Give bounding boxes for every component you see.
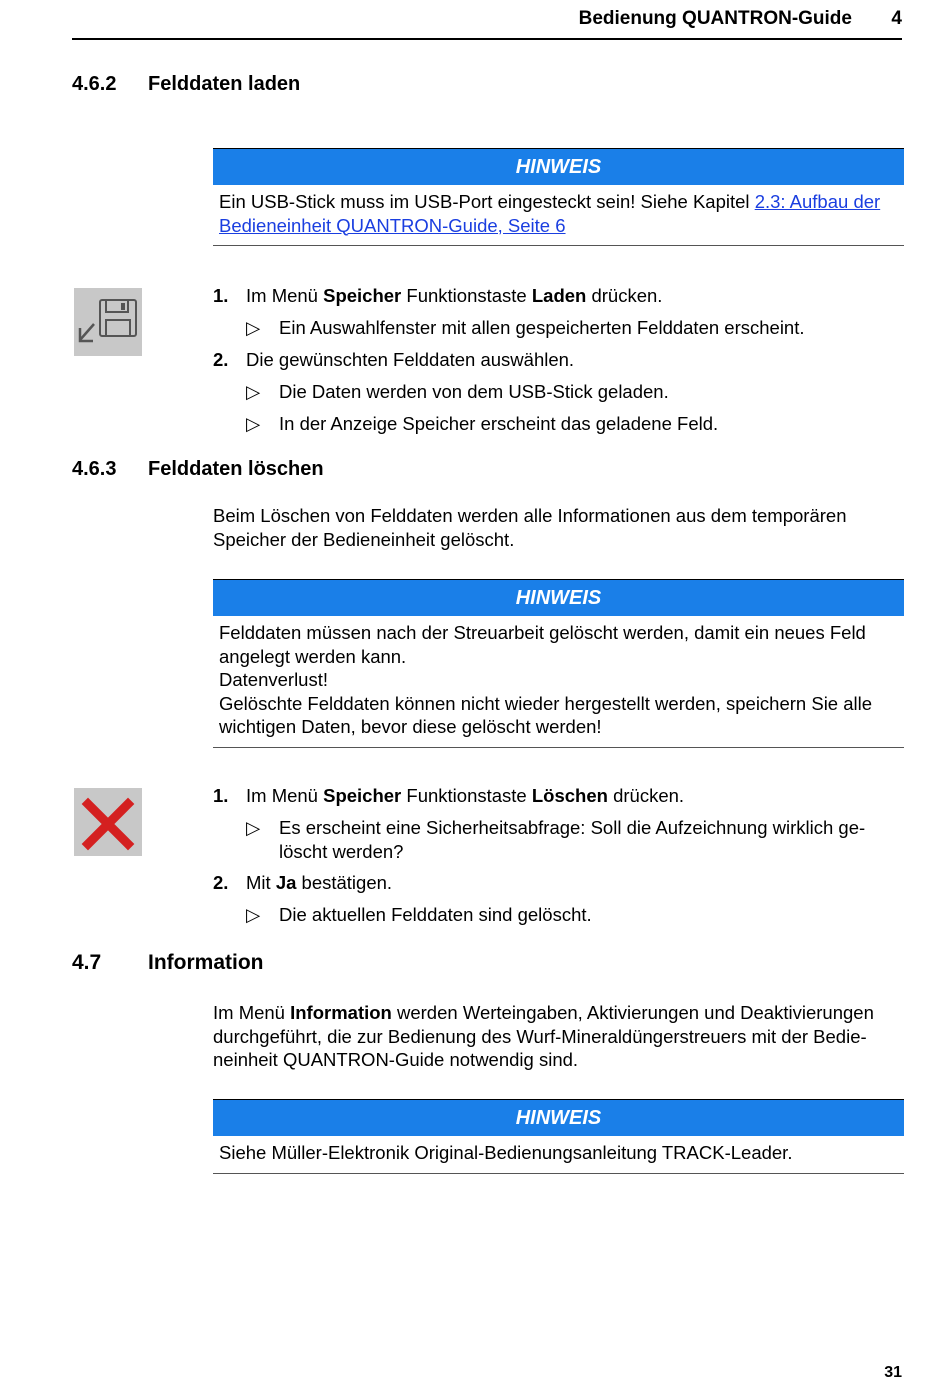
step-text-part: Funktionstaste [401, 785, 532, 806]
section-title-463: Felddaten löschen [148, 458, 324, 480]
result-text: Die Daten werden von dem USB-Stick geladen. [279, 381, 669, 402]
save-load-icon [74, 288, 142, 356]
result-text: In der Anzeige Speicher erscheint das geladene Feld. [279, 413, 719, 434]
running-header-title: Bedienung QUANTRON-Guide [578, 8, 852, 29]
notice-box-463 [213, 579, 904, 748]
step-bold-menu: Speicher [323, 785, 402, 806]
notice-line: Datenverlust! [219, 669, 328, 690]
notice-heading: HINWEIS [213, 149, 904, 185]
notice-heading: HINWEIS [213, 1100, 904, 1136]
result-text: Ein Auswahlfenster mit allen gespeicherten Felddaten erscheint. [279, 317, 805, 338]
section-intro-463: Beim Löschen von Felddaten werden alle Informationen aus dem temporären Speicher der Bedieneinheit gelöscht. [213, 505, 847, 550]
step-bold-menu: Speicher [323, 285, 402, 306]
result-triangle-icon: ▷ [246, 381, 261, 402]
step-number: 1. [213, 785, 229, 806]
step-number: 1. [213, 285, 229, 306]
step-bold-key: Laden [531, 285, 587, 306]
notice-heading: HINWEIS [213, 580, 904, 616]
section-number-463: 4.6.3 [72, 458, 117, 480]
step-text-part: Im Menü [246, 285, 324, 306]
running-header-chapter: 4 [891, 8, 902, 29]
step-bold-key: Löschen [531, 785, 608, 806]
notice-line: Felddaten müssen nach der Streuarbeit gelöscht werden, damit ein neues Feld angelegt werden kann. [219, 622, 866, 667]
notice-box-462 [213, 148, 904, 246]
result-463-1 [246, 816, 904, 863]
section-intro-47 [213, 1001, 905, 1072]
step-text-part: Funktionstaste [401, 285, 532, 306]
step-bold-confirm: Ja [275, 872, 297, 893]
result-463-2 [246, 903, 904, 927]
step-text [246, 871, 392, 895]
result-text: Es erscheint eine Sicherheitsabfrage: Soll die Aufzeichnung wirklich ge-löscht werden? [279, 817, 866, 862]
step-text-part: drücken. [586, 285, 663, 306]
page-number: 31 [884, 1364, 902, 1381]
notice-text: Siehe Müller-Elektronik Original-Bedienungsanleitung TRACK-Leader. [213, 1136, 904, 1174]
result-462-3 [246, 412, 904, 436]
step-text-part: bestätigen. [296, 872, 393, 893]
notice-box-47 [213, 1099, 904, 1174]
step-text: Die gewünschten Felddaten auswählen. [246, 349, 575, 370]
section-number-462: 4.6.2 [72, 73, 117, 95]
delete-x-icon [74, 788, 142, 856]
section-number-47: 4.7 [72, 951, 102, 974]
notice-text [213, 616, 904, 748]
intro-bold-menu: Information [290, 1002, 392, 1023]
notice-line: Gelöschte Felddaten können nicht wieder hergestellt werden, speichern Sie alle wichtigen Daten, bevor diese gelöscht werden! [219, 692, 873, 737]
result-triangle-icon: ▷ [246, 317, 261, 338]
result-text: Die aktuellen Felddaten sind gelöscht. [279, 904, 592, 925]
chapter-link[interactable]: 2.3: Aufbau der Bedieneinheit QUANTRON-Guide, Seite 6 [219, 191, 881, 236]
floppy-disk-icon [74, 288, 142, 356]
section-title-47: Information [148, 951, 264, 974]
header-rule [72, 38, 902, 40]
step-text [246, 284, 662, 308]
step-number: 2. [213, 349, 229, 370]
intro-text-part: werden Werteingaben, Aktivierungen und Deaktivierungen durchgeführt, die zur Bedienung des Wurf-Mineraldüngerstreuers mit der Bedie-neinheit QUANTRON-Guide notwendig sind. [213, 1002, 874, 1070]
result-triangle-icon: ▷ [246, 817, 261, 838]
step-text [246, 784, 684, 808]
result-triangle-icon: ▷ [246, 904, 261, 925]
intro-text-part: Im Menü [213, 1002, 291, 1023]
notice-text [213, 185, 904, 246]
step-number: 2. [213, 872, 229, 893]
result-462-1 [246, 316, 904, 340]
notice-text-main: Ein USB-Stick muss im USB-Port eingesteckt sein! Siehe Kapitel [219, 191, 755, 212]
step-text-part: Mit [246, 872, 276, 893]
result-462-2 [246, 380, 904, 404]
section-title-462: Felddaten laden [148, 73, 301, 95]
result-triangle-icon: ▷ [246, 413, 261, 434]
step-text-part: Im Menü [246, 785, 324, 806]
red-cross-icon [74, 788, 142, 856]
step-text-part: drücken. [607, 785, 685, 806]
